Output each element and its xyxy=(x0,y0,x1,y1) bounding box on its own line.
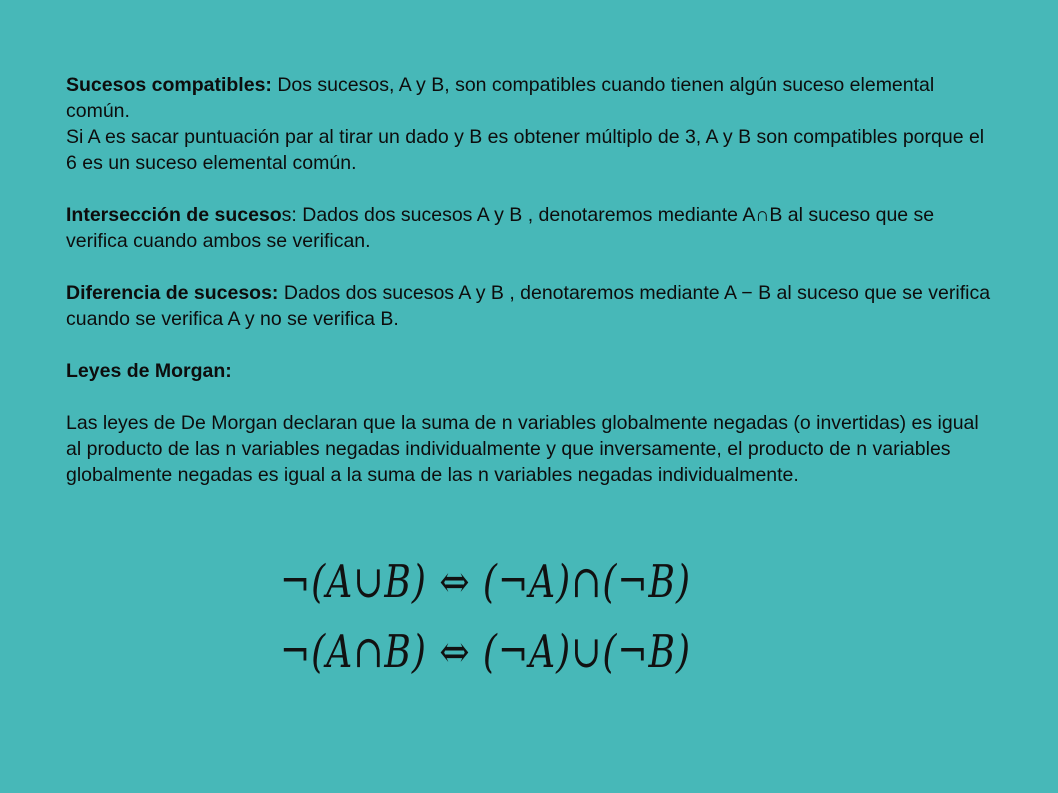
morgan-formulas xyxy=(280,548,692,688)
diferencia-title: Diferencia de sucesos: xyxy=(66,282,279,304)
interseccion-paragraph xyxy=(66,202,996,254)
formula-intersection: ¬(A∩B) ⇔ (¬A)∪(¬B) xyxy=(280,626,692,678)
interseccion-definition: s: Dados dos sucesos A y B , denotaremos mediante A∩B al suceso que se verifica cuando ambos se verifican. xyxy=(66,204,935,252)
formula-union: ¬(A∪B) ⇔ (¬A)∩(¬B) xyxy=(280,556,692,608)
compatibles-definition: Dos sucesos, A y B, son compatibles cuando tienen algún suceso elemental común. xyxy=(66,74,935,122)
morgan-title: Leyes de Morgan: xyxy=(66,360,232,382)
slide-content xyxy=(66,72,996,488)
morgan-title-paragraph xyxy=(66,358,996,384)
morgan-definition: Las leyes de De Morgan declaran que la suma de n variables globalmente negadas (o invertidas) es igual al producto de las n variables negadas individualmente y que inversamente, el producto de n variables globalmente negadas es igual a la suma de las n variables negadas individualmente. xyxy=(66,412,979,486)
interseccion-title: Intersección de suceso xyxy=(66,204,282,226)
compatibles-paragraph xyxy=(66,72,996,124)
diferencia-definition: Dados dos sucesos A y B , denotaremos mediante A − B al suceso que se verifica cuando se verifica A y no se verifica B. xyxy=(66,282,991,330)
diferencia-paragraph xyxy=(66,280,996,332)
compatibles-title: Sucesos compatibles: xyxy=(66,74,272,96)
compatibles-example: Si A es sacar puntuación par al tirar un dado y B es obtener múltiplo de 3, A y B son compatibles porque el 6 es un suceso elemental común. xyxy=(66,126,985,174)
